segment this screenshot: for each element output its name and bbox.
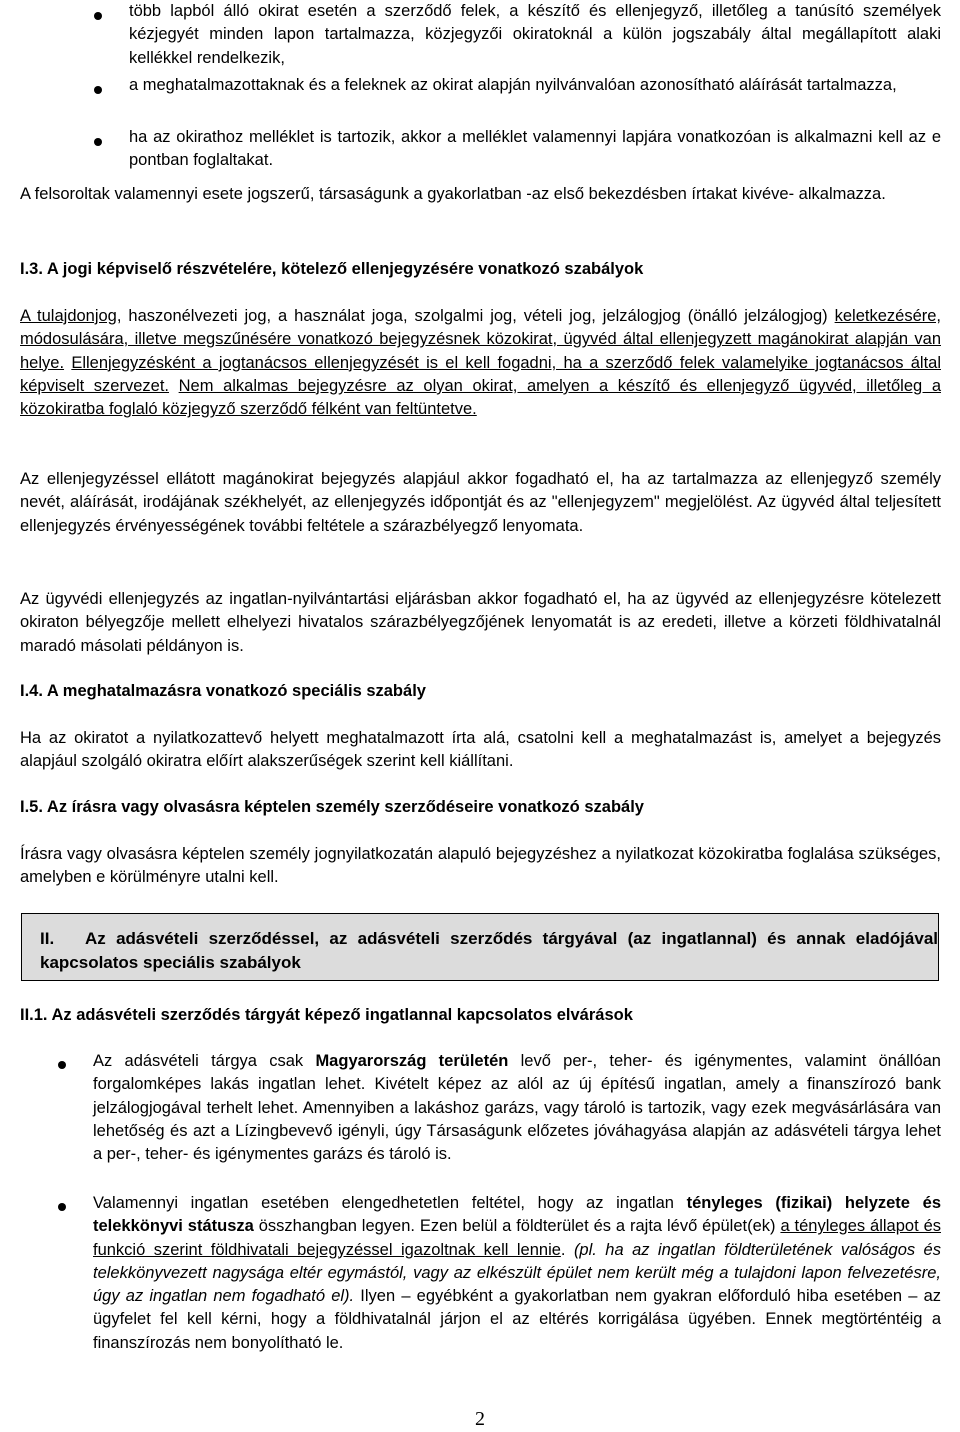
bullet-text: Az adásvételi tárgya csak Magyarország területén levő per-, teher- és igénymentes, valamint önállóan forgalomképes lakás ingatlan lehet. Kivételt képez az alól az új építésű ingatlan, amely a finanszírozó bank jelzálogjogával terhelt lehet. Amennyiben a lakáshoz garázs, vagy tároló is tartozik, vagy ezek megvásárlására van lehetőség és azt a Lízingbevevő igényli, úgy Társaságunk előzetes jóváhagyása alapján az adásvételi tárgya lehet a per-, teher- és igénymentes garázs és tároló is. [93,1052,941,1164]
paragraph-i3-2: Az ellenjegyzéssel ellátott magánokirat bejegyzés alapjául akkor fogadható el, ha az tartalmazza az ellenjegyző személy nevét, aláírását, irodájának székhelyét, az ellenjegyzés időpontját és az "ellenjegyzem" megjelölést. Az ügyvéd által teljesített ellenjegyzés érvényességének további feltétele a szárazbélyegző lenyomata. [20,470,941,535]
bullet-dot [58,1203,66,1211]
bullet-dot [94,86,102,94]
paragraph-felsoroltak: A felsoroltak valamennyi esete jogszerű, társaságunk a gyakorlatban -az első bekezdésben írtakat kivéve- alkalmazza. [20,185,886,203]
section-heading-ii1: II.1. Az adásvételi szerződés tárgyát képező ingatlannal kapcsolatos elvárások [20,1006,633,1024]
bullet-text: a meghatalmazottaknak és a feleknek az okirat alapján nyilvánvalóan azonosítható aláírását tartalmazza, [129,76,897,94]
page-number: 2 [475,1408,485,1430]
bullet-dot [94,12,102,20]
bullet-dot [94,138,102,146]
paragraph-i4-1: Ha az okiratot a nyilatkozattevő helyett meghatalmazott írta alá, csatolni kell a meghatalmazást is, amelyet a bejegyzés alapjául szolgáló okiratra előírt alakszerűségek szerint kell kiállítani. [20,729,941,771]
bullet-dot [58,1061,66,1069]
section-heading-ii: II. Az adásvételi szerződéssel, az adásvételi szerződés tárgyával (az ingatlannal) és annak eladójával kapcsolatos speciális szabályok [40,929,938,972]
section-heading-i5: I.5. Az írásra vagy olvasásra képtelen személy szerződéseire vonatkozó szabály [20,798,644,816]
section-heading-box-ii [21,913,939,981]
paragraph-i5-1: Írásra vagy olvasásra képtelen személy jognyilatkozatán alapuló bejegyzéshez a nyilatkozat közokiratba foglalása szükséges, amelyben e körülményre utalni kell. [20,845,941,887]
paragraph-i3-1: A tulajdonjog, haszonélvezeti jog, a használat joga, szolgalmi jog, vételi jog, jelzálogjog (önálló jelzálogjog) keletkezésére, módosulására, illetve megszűnésére vonatkozó bejegyzésnek közokirat, ügyvéd által ellenjegyzett magánokirat alapján van helye. Ellenjegyzésként a jogtanácsos ellenjegyzését is el kell fogadni, ha a szerződő felek valamelyike jogtanácsos által képviselt szervezet. Nem alkalmas bejegyzésre az olyan okirat, amelyen a készítő és ellenjegyző ügyvéd, illetőleg a közokiratba foglaló közjegyző szerződő félként van feltüntetve. [20,307,941,419]
paragraph-i3-3: Az ügyvédi ellenjegyzés az ingatlan-nyilvántartási eljárásban akkor fogadható el, ha az ügyvéd az ellenjegyzésre kötelezett okiraton bélyegzője mellett elhelyezi hivatalos szárazbélyegzőjének lenyomatát is az eredeti, illetve a körzeti földhivatalnál maradó másolati példányon is. [20,590,941,655]
section-heading-i3: I.3. A jogi képviselő részvételére, kötelező ellenjegyzésére vonatkozó szabályok [20,260,644,278]
bullet-text: ha az okirathoz melléklet is tartozik, akkor a melléklet valamennyi lapjára vonatkozóan is alkalmazni kell az e pontban foglaltakat. [129,128,941,170]
bullet-text: több lapból álló okirat esetén a szerződő felek, a készítő és ellenjegyző, illetőleg a tanúsító személyek kézjegyét minden lapon tartalmazza, közjegyzői okiratoknál a külön jogszabály által megállapított alaki kellékkel rendelkezik, [129,2,941,67]
section-heading-i4: I.4. A meghatalmazásra vonatkozó speciális szabály [20,682,426,700]
bullet-text: Valamennyi ingatlan esetében elengedhetetlen feltétel, hogy az ingatlan tényleges (fizikai) helyzete és telekkönyvi státusza összhangban legyen. Ezen belül a földterület és a rajta lévő épület(ek) a tényleges állapot és funkció szerint földhivatali bejegyzéssel igazoltnak kell lennie. (pl. ha az ingatlan földterületének valóságos és telekkönyvezett nagysága eltér egymástól, vagy az elkészült épület nem került még a tulajdoni lapon felvezetésre, úgy az ingatlan nem fogadható el). Ilyen – egyébként a gyakorlatban nem gyakran előforduló hiba esetében – az ügyfelet fel kell kérni, hogy a földhivatalnál járjon el az eltérés korrigálása ügyében. Ennek megtörténtéig a finanszírozás nem bonyolítható le. [93,1194,941,1352]
